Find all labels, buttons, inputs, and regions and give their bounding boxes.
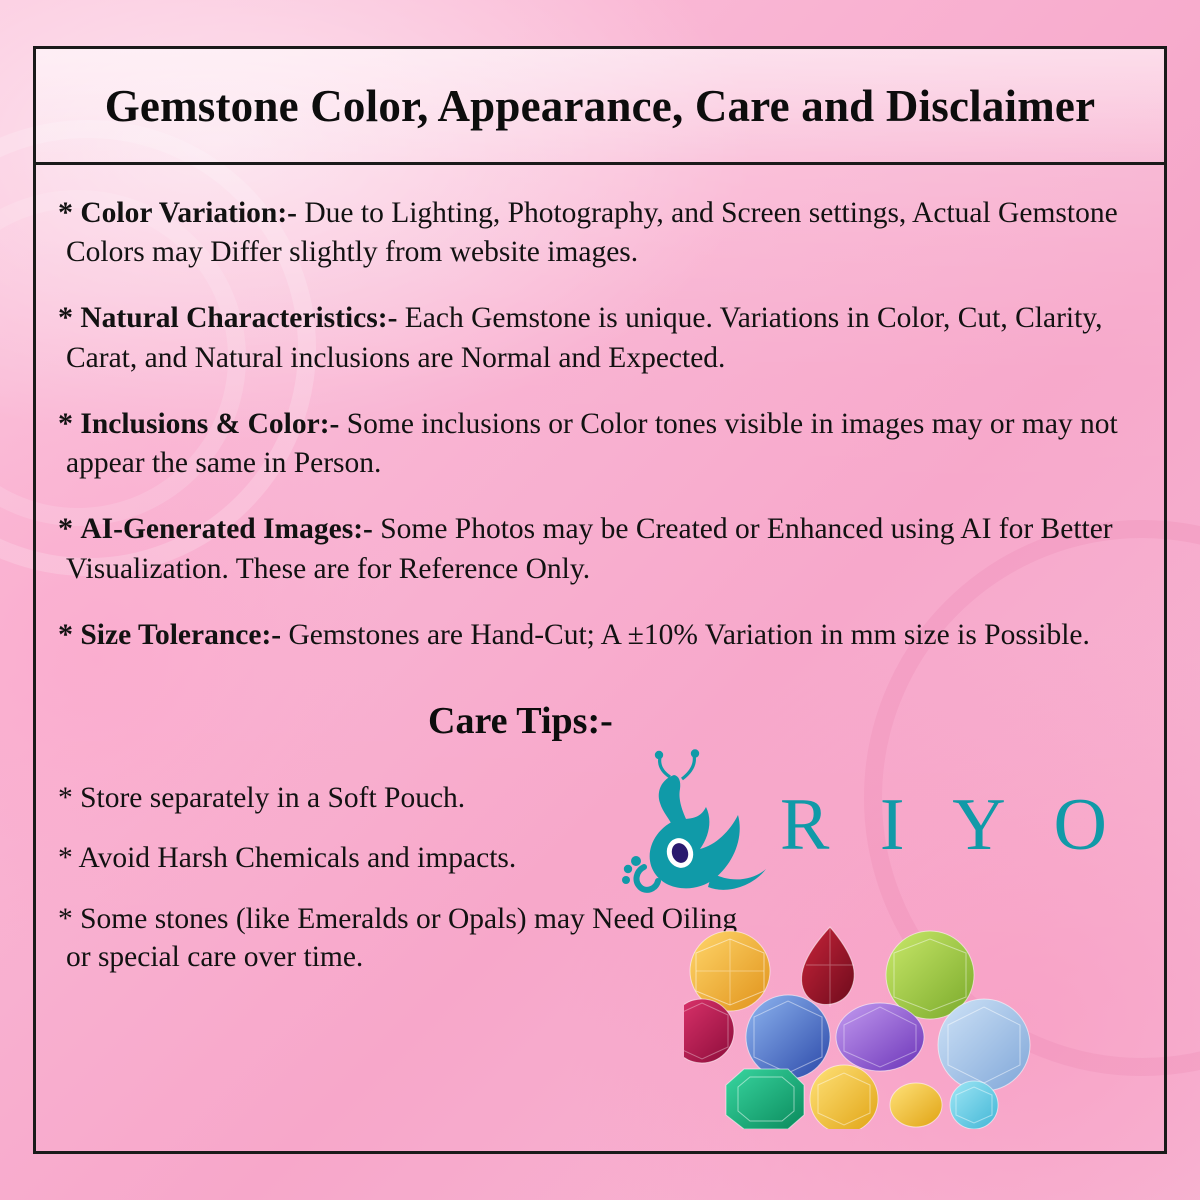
bullet-lead: Inclusions & Color:- [80, 407, 340, 440]
bullet-size-tolerance [58, 615, 1138, 655]
bullet-marker: * [58, 301, 73, 335]
brand-name: R I Y O [780, 784, 1123, 866]
bullet-marker: * [58, 617, 73, 651]
bullet-marker: * [58, 406, 73, 440]
bullet-text: Each Gemstone is unique. Variations in Color, Cut, Clarity, Carat, and Natural inclusions are Normal and Expected. [66, 302, 1103, 374]
bullet-inclusions-color [58, 404, 1138, 483]
page-title: Gemstone Color, Appearance, Care and Disclaimer [104, 80, 1096, 131]
bullet-ai-generated-images [58, 509, 1138, 588]
bullet-text: Some inclusions or Color tones visible in images may or may not appear the same in Person. [66, 407, 1118, 480]
care-tips-heading: Care Tips:- [428, 700, 613, 743]
care-tips-row [58, 677, 1138, 773]
bullet-text: Some Photos may be Created or Enhanced using AI for Better Visualization. These are for Reference Only. [66, 513, 1113, 585]
disclaimer-card [33, 46, 1167, 1154]
care-item-oiling: * Some stones (like Emeralds or Opals) may Need Oiling or special care over time. [58, 902, 738, 974]
gemstone-cluster-icon [684, 909, 1144, 1129]
title-bar [36, 49, 1164, 165]
bullet-text: Gemstones are Hand-Cut; A ±10% Variation in mm size is Possible. [281, 618, 1090, 651]
bullet-marker: * [58, 512, 73, 546]
bullet-natural-characteristics [58, 298, 1138, 377]
bullet-lead: AI-Generated Images:- [80, 513, 373, 546]
bullet-marker: * [58, 196, 73, 229]
bullet-lead: Natural Characteristics:- [80, 302, 398, 335]
bullet-lead: Size Tolerance:- [80, 618, 282, 651]
bullet-lead: Color Variation:- [80, 197, 297, 229]
bullet-color-variation [58, 193, 1138, 272]
care-item-store: * Store separately in a Soft Pouch. [58, 782, 466, 815]
bullet-text: Due to Lighting, Photography, and Screen settings, Actual Gemstone Colors may Differ slightly from website images. [66, 197, 1118, 269]
care-item-chemicals: * Avoid Harsh Chemicals and impacts. [58, 842, 517, 875]
